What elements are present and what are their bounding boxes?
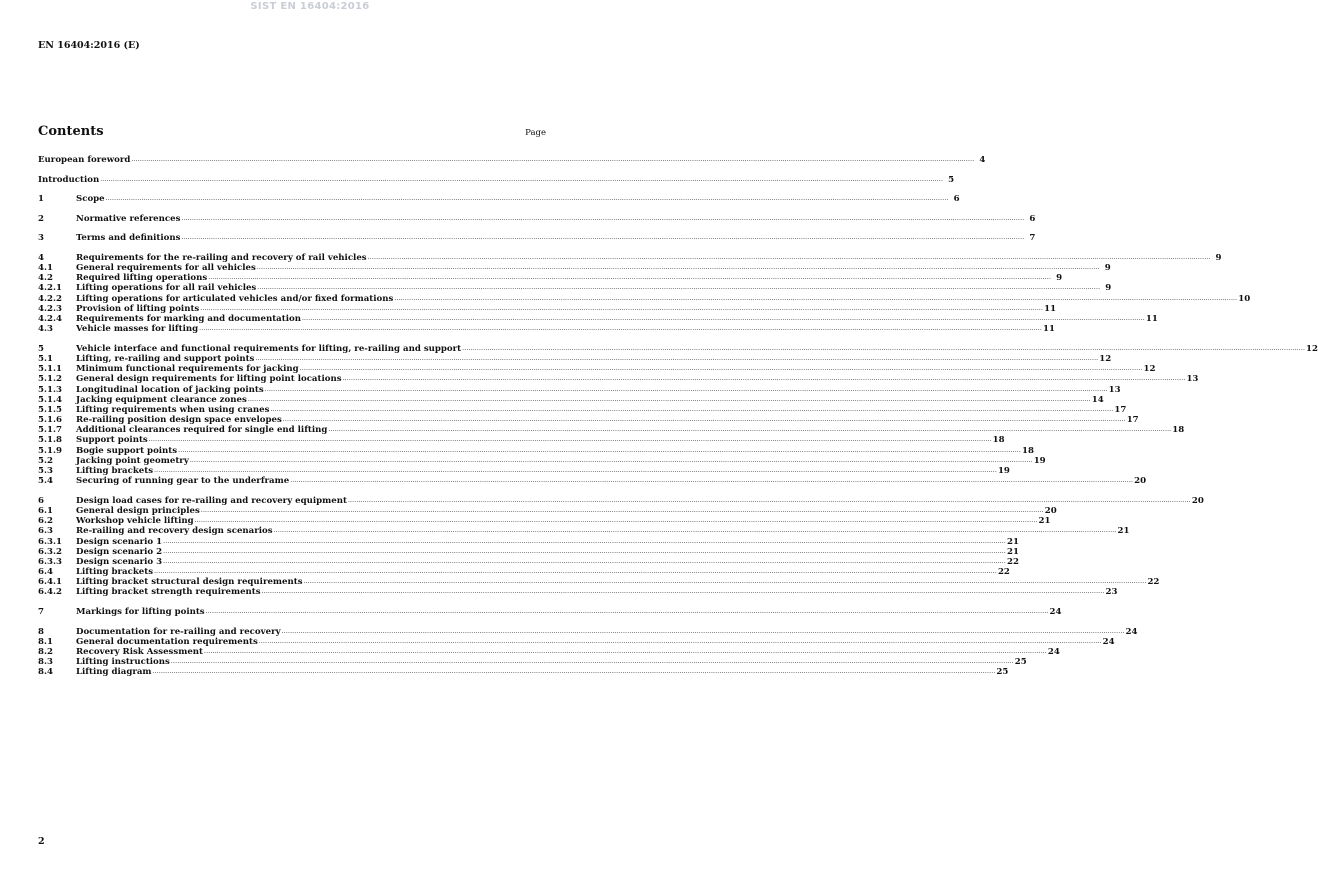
toc-entry[interactable] <box>38 546 1019 557</box>
toc-entry-number: 6.3 <box>38 526 53 537</box>
toc-entry-number: 5 <box>38 343 44 354</box>
toc-leader-dots: ................................................................................................................................................................................................................................................................................................................................................................................................................ <box>181 214 1025 222</box>
toc-entry-number: 5.1 <box>38 353 53 364</box>
toc-entry-title: Scope <box>76 194 105 205</box>
toc-entry-number: 8 <box>38 626 44 637</box>
toc-entry[interactable] <box>38 155 986 165</box>
toc-entry-number: 5.3 <box>38 466 53 477</box>
toc-entry-page: 9 <box>1215 252 1222 263</box>
toc-leader-dots: ................................................................................................................................................................................................................................................................................................................................................................................................................ <box>282 416 1126 424</box>
toc-entry-title: Required lifting operations <box>76 273 208 284</box>
toc-entry-page: 21 <box>1038 516 1051 527</box>
toc-leader-dots: ................................................................................................................................................................................................................................................................................................................................................................................................................ <box>163 557 1007 565</box>
toc-entry[interactable] <box>38 556 1019 567</box>
toc-entry[interactable] <box>38 435 1005 446</box>
toc-leader-dots: ................................................................................................................................................................................................................................................................................................................................................................................................................ <box>152 668 996 676</box>
toc-entry-number: 6.3.3 <box>38 556 62 567</box>
toc-entry-title: Bogie support points <box>76 445 178 456</box>
toc-entry-title: General requirements for all vehicles <box>76 263 256 274</box>
toc-entry-title: Design scenario 3 <box>76 556 163 567</box>
toc-entry-page: 21 <box>1117 526 1130 537</box>
toc-entry-page: 7 <box>1029 233 1036 244</box>
toc-leader-dots: ................................................................................................................................................................................................................................................................................................................................................................................................................ <box>199 325 1043 333</box>
toc-entry-page: 22 <box>1147 577 1160 588</box>
toc-entry[interactable] <box>38 425 1185 436</box>
toc-leader-dots: ................................................................................................................................................................................................................................................................................................................................................................................................................ <box>462 344 1306 352</box>
toc-entry-title: Lifting bracket strength requirements <box>76 587 261 598</box>
toc-entry[interactable] <box>38 374 1199 385</box>
toc-entry-title: Lifting instructions <box>76 657 170 668</box>
toc-entry[interactable] <box>38 526 1130 537</box>
toc-entry-page: 19 <box>997 466 1010 477</box>
toc-entry-page: 6 <box>953 194 960 205</box>
toc-leader-dots: ................................................................................................................................................................................................................................................................................................................................................................................................................ <box>290 477 1134 485</box>
toc-entry-title: Introduction <box>38 174 100 185</box>
toc-entry-page: 20 <box>1134 476 1147 487</box>
document-id: EN 16404:2016 (E) <box>38 40 140 51</box>
toc-entry[interactable] <box>38 445 1034 456</box>
toc-entry[interactable] <box>38 353 1112 364</box>
toc-leader-dots: ................................................................................................................................................................................................................................................................................................................................................................................................................ <box>256 264 1100 272</box>
toc-entry-page: 9 <box>1105 283 1112 294</box>
toc-entry-number: 5.1.6 <box>38 415 62 426</box>
toc-entry[interactable] <box>38 263 1111 274</box>
toc-entry-number: 5.1.7 <box>38 425 62 436</box>
toc-entry-number: 6.4 <box>38 567 53 578</box>
toc-leader-dots: ................................................................................................................................................................................................................................................................................................................................................................................................................ <box>394 294 1238 302</box>
watermark: SIST EN 16404:2016 <box>250 1 370 12</box>
toc-entry[interactable] <box>38 394 1104 405</box>
toc-entry-page: 10 <box>1238 293 1251 304</box>
toc-entry-number: 5.1.2 <box>38 374 62 385</box>
toc-entry-number: 6.3.1 <box>38 536 62 547</box>
toc-leader-dots: ................................................................................................................................................................................................................................................................................................................................................................................................................ <box>100 175 944 183</box>
toc-entry-number: 5.1.9 <box>38 445 62 456</box>
toc-leader-dots: ................................................................................................................................................................................................................................................................................................................................................................................................................ <box>258 637 1102 645</box>
toc-entry-title: Lifting bracket structural design requirements <box>76 577 303 588</box>
toc-leader-dots: ................................................................................................................................................................................................................................................................................................................................................................................................................ <box>194 517 1038 525</box>
toc-entry-number: 4.2.1 <box>38 283 62 294</box>
toc-entry-title: Support points <box>76 435 148 446</box>
toc-entry-title: Provision of lifting points <box>76 303 200 314</box>
toc-entry-page: 18 <box>992 435 1005 446</box>
toc-entry[interactable] <box>38 343 1318 354</box>
toc-entry[interactable] <box>38 194 960 205</box>
toc-entry-page: 11 <box>1044 303 1057 314</box>
toc-entry-title: Requirements for marking and documentation <box>76 314 301 325</box>
toc-entry[interactable] <box>38 516 1051 527</box>
toc-entry[interactable] <box>38 567 1010 578</box>
toc-entry-number: 6.2 <box>38 516 53 527</box>
toc-entry-title: Lifting operations for all rail vehicles <box>76 283 257 294</box>
toc-entry-page: 24 <box>1047 647 1060 658</box>
toc-entry-number: 5.1.4 <box>38 394 62 405</box>
toc-entry-title: Recovery Risk Assessment <box>76 647 204 658</box>
toc-entry[interactable] <box>38 626 1138 637</box>
toc-entry-title: Securing of running gear to the underframe <box>76 476 290 487</box>
toc-leader-dots: ................................................................................................................................................................................................................................................................................................................................................................................................................ <box>347 496 1191 504</box>
toc-entry-number: 5.1.1 <box>38 364 62 375</box>
toc-entry[interactable] <box>38 303 1057 314</box>
toc-entry-number: 1 <box>38 194 44 205</box>
toc-entry[interactable] <box>38 476 1147 487</box>
toc-entry[interactable] <box>38 384 1121 395</box>
toc-leader-dots: ................................................................................................................................................................................................................................................................................................................................................................................................................ <box>148 436 992 444</box>
toc-entry-number: 5.1.8 <box>38 435 62 446</box>
toc-entry-page: 20 <box>1044 505 1057 516</box>
toc-entry-page: 22 <box>1007 556 1019 567</box>
toc-leader-dots: ................................................................................................................................................................................................................................................................................................................................................................................................................ <box>255 354 1099 362</box>
toc-entry-page: 23 <box>1105 587 1118 598</box>
toc-entry-title: Vehicle interface and functional requirements for lifting, re-railing and support <box>76 343 462 354</box>
toc-entry-number: 8.2 <box>38 647 53 658</box>
table-of-contents <box>38 155 1318 678</box>
contents-heading: Contents <box>38 124 104 139</box>
toc-entry[interactable] <box>38 314 1158 325</box>
toc-entry-number: 8.4 <box>38 667 53 678</box>
toc-entry-title: General documentation requirements <box>76 636 258 647</box>
toc-entry-title: Lifting diagram <box>76 667 152 678</box>
toc-leader-dots: ................................................................................................................................................................................................................................................................................................................................................................................................................ <box>204 648 1047 656</box>
toc-entry-number: 4.2 <box>38 273 53 284</box>
toc-entry-number: 5.1.5 <box>38 404 62 415</box>
toc-entry-title: Lifting, re-railing and support points <box>76 353 255 364</box>
toc-entry-number: 2 <box>38 213 44 224</box>
toc-entry-page: 19 <box>1033 455 1046 466</box>
toc-entry-page: 24 <box>1102 636 1115 647</box>
toc-entry[interactable] <box>38 213 1036 224</box>
toc-entry-number: 8.1 <box>38 636 53 647</box>
toc-entry-title: Design scenario 1 <box>76 536 163 547</box>
toc-entry[interactable] <box>38 415 1139 426</box>
toc-leader-dots: ................................................................................................................................................................................................................................................................................................................................................................................................................ <box>247 395 1091 403</box>
toc-entry-number: 5.1.3 <box>38 384 62 395</box>
toc-entry[interactable] <box>38 364 1156 375</box>
toc-entry-number: 6.1 <box>38 505 53 516</box>
page-number: 2 <box>38 836 45 847</box>
toc-leader-dots: ................................................................................................................................................................................................................................................................................................................................................................................................................ <box>170 658 1014 666</box>
toc-entry-page: 13 <box>1108 384 1121 395</box>
toc-entry-title: Lifting brackets <box>76 567 154 578</box>
toc-entry[interactable] <box>38 495 1204 506</box>
toc-leader-dots: ................................................................................................................................................................................................................................................................................................................................................................................................................ <box>299 365 1143 373</box>
toc-entry-page: 17 <box>1126 415 1139 426</box>
toc-entry-title: Lifting brackets <box>76 466 154 477</box>
toc-leader-dots: ................................................................................................................................................................................................................................................................................................................................................................................................................ <box>264 385 1108 393</box>
toc-entry[interactable] <box>38 283 1112 294</box>
toc-leader-dots: ................................................................................................................................................................................................................................................................................................................................................................................................................ <box>270 405 1114 413</box>
toc-entry[interactable] <box>38 455 1046 466</box>
toc-entry-title: Minimum functional requirements for jacking <box>76 364 299 375</box>
toc-leader-dots: ................................................................................................................................................................................................................................................................................................................................................................................................................ <box>261 588 1105 596</box>
toc-entry-page: 9 <box>1104 263 1111 274</box>
toc-leader-dots: ................................................................................................................................................................................................................................................................................................................................................................................................................ <box>301 315 1145 323</box>
toc-entry[interactable] <box>38 636 1115 647</box>
toc-entry-page: 18 <box>1172 425 1185 436</box>
toc-leader-dots: ................................................................................................................................................................................................................................................................................................................................................................................................................ <box>205 608 1049 616</box>
toc-entry[interactable] <box>38 577 1160 588</box>
toc-leader-dots: ................................................................................................................................................................................................................................................................................................................................................................................................................ <box>154 568 997 576</box>
toc-leader-dots: ................................................................................................................................................................................................................................................................................................................................................................................................................ <box>273 527 1117 535</box>
toc-entry-page: 11 <box>1043 324 1055 335</box>
toc-entry-title: Vehicle masses for lifting <box>76 324 199 335</box>
toc-entry-page: 24 <box>1049 607 1062 618</box>
toc-entry-page: 5 <box>948 174 955 185</box>
toc-leader-dots: ................................................................................................................................................................................................................................................................................................................................................................................................................ <box>131 156 975 163</box>
toc-entry-number: 4 <box>38 252 44 263</box>
toc-entry-page: 13 <box>1186 374 1199 385</box>
toc-entry[interactable] <box>38 657 1027 668</box>
toc-leader-dots: ................................................................................................................................................................................................................................................................................................................................................................................................................ <box>328 426 1172 434</box>
toc-entry-title: Design scenario 2 <box>76 546 163 557</box>
toc-entry[interactable] <box>38 647 1060 658</box>
toc-entry-title: Jacking point geometry <box>76 455 189 466</box>
toc-entry[interactable] <box>38 607 1062 618</box>
toc-entry-number: 4.2.4 <box>38 314 62 325</box>
toc-entry-number: 6.4.1 <box>38 577 62 588</box>
toc-entry-title: Requirements for the re-railing and recovery of rail vehicles <box>76 252 367 263</box>
toc-entry-title: Longitudinal location of jacking points <box>76 384 264 395</box>
toc-leader-dots: ................................................................................................................................................................................................................................................................................................................................................................................................................ <box>189 456 1033 464</box>
toc-entry-title: Additional clearances required for single end lifting <box>76 425 328 436</box>
toc-entry-number: 6 <box>38 495 44 506</box>
toc-leader-dots: ................................................................................................................................................................................................................................................................................................................................................................................................................ <box>163 537 1007 545</box>
toc-entry-page: 25 <box>1014 657 1027 668</box>
toc-entry-number: 5.4 <box>38 476 53 487</box>
toc-entry-title: Lifting operations for articulated vehicles and/or fixed formations <box>76 293 394 304</box>
toc-entry-title: General design principles <box>76 505 200 516</box>
toc-entry-page: 14 <box>1091 394 1104 405</box>
toc-leader-dots: ................................................................................................................................................................................................................................................................................................................................................................................................................ <box>200 304 1044 312</box>
toc-leader-dots: ................................................................................................................................................................................................................................................................................................................................................................................................................ <box>163 547 1007 555</box>
toc-leader-dots: ................................................................................................................................................................................................................................................................................................................................................................................................................ <box>303 578 1147 586</box>
toc-entry-number: 5.2 <box>38 455 53 466</box>
toc-entry-title: Re-railing position design space envelopes <box>76 415 282 426</box>
toc-entry-page: 18 <box>1022 445 1034 456</box>
toc-entry[interactable] <box>38 587 1118 598</box>
toc-leader-dots: ................................................................................................................................................................................................................................................................................................................................................................................................................ <box>178 446 1022 454</box>
toc-entry-title: Lifting requirements when using cranes <box>76 404 270 415</box>
toc-entry-page: 24 <box>1125 626 1138 637</box>
toc-entry[interactable] <box>38 174 955 185</box>
toc-entry-title: Normative references <box>76 213 181 224</box>
toc-entry-title: European foreword <box>38 155 131 165</box>
toc-leader-dots: ................................................................................................................................................................................................................................................................................................................................................................................................................ <box>257 284 1101 292</box>
toc-entry-page: 12 <box>1143 364 1156 375</box>
toc-entry-number: 6.3.2 <box>38 546 62 557</box>
toc-leader-dots: ................................................................................................................................................................................................................................................................................................................................................................................................................ <box>281 627 1125 635</box>
toc-entry[interactable] <box>38 667 1009 678</box>
toc-entry[interactable] <box>38 505 1057 516</box>
toc-entry-number: 4.3 <box>38 324 53 335</box>
toc-entry-number: 7 <box>38 607 44 618</box>
toc-entry[interactable] <box>38 404 1127 415</box>
toc-entry-title: Markings for lifting points <box>76 607 205 618</box>
toc-entry-page: 11 <box>1145 314 1158 325</box>
toc-leader-dots: ................................................................................................................................................................................................................................................................................................................................................................................................................ <box>200 506 1044 514</box>
toc-entry-title: General design requirements for lifting point locations <box>76 374 342 385</box>
toc-entry-page: 4 <box>979 155 986 165</box>
toc-entry[interactable] <box>38 536 1019 547</box>
toc-entry-number: 4.2.2 <box>38 293 62 304</box>
toc-entry-number: 3 <box>38 233 44 244</box>
page-column-label: Page <box>525 128 546 138</box>
toc-entry-number: 6.4.2 <box>38 587 62 598</box>
toc-entry-number: 4.1 <box>38 263 53 274</box>
toc-entry-page: 21 <box>1007 536 1019 547</box>
toc-entry[interactable] <box>38 233 1036 244</box>
toc-entry[interactable] <box>38 293 1251 304</box>
toc-entry-page: 25 <box>996 667 1009 678</box>
toc-entry-title: Design load cases for re-railing and recovery equipment <box>76 495 347 506</box>
toc-entry-title: Re-railing and recovery design scenarios <box>76 526 273 537</box>
toc-leader-dots: ................................................................................................................................................................................................................................................................................................................................................................................................................ <box>105 195 949 203</box>
toc-entry-page: 20 <box>1191 495 1204 506</box>
toc-leader-dots: ................................................................................................................................................................................................................................................................................................................................................................................................................ <box>342 375 1186 383</box>
toc-entry[interactable] <box>38 273 1063 284</box>
toc-entry-page: 12 <box>1306 343 1318 354</box>
toc-entry-title: Terms and definitions <box>76 233 181 244</box>
toc-entry-page: 12 <box>1099 353 1112 364</box>
toc-leader-dots: ................................................................................................................................................................................................................................................................................................................................................................................................................ <box>367 253 1211 261</box>
toc-entry-page: 6 <box>1029 213 1036 224</box>
toc-entry-number: 8.3 <box>38 657 53 668</box>
toc-entry[interactable] <box>38 252 1222 263</box>
toc-entry-page: 17 <box>1114 404 1127 415</box>
toc-entry-page: 22 <box>997 567 1010 578</box>
toc-leader-dots: ................................................................................................................................................................................................................................................................................................................................................................................................................ <box>181 234 1025 242</box>
toc-leader-dots: ................................................................................................................................................................................................................................................................................................................................................................................................................ <box>154 467 997 475</box>
toc-leader-dots: ................................................................................................................................................................................................................................................................................................................................................................................................................ <box>208 274 1052 282</box>
toc-entry-title: Documentation for re-railing and recovery <box>76 626 281 637</box>
toc-entry[interactable] <box>38 324 1055 335</box>
toc-entry-title: Jacking equipment clearance zones <box>76 394 247 405</box>
toc-entry-page: 9 <box>1056 273 1063 284</box>
toc-entry-page: 21 <box>1007 546 1019 557</box>
toc-entry[interactable] <box>38 466 1010 477</box>
toc-entry-title: Workshop vehicle lifting <box>76 516 194 527</box>
toc-entry-number: 4.2.3 <box>38 303 62 314</box>
